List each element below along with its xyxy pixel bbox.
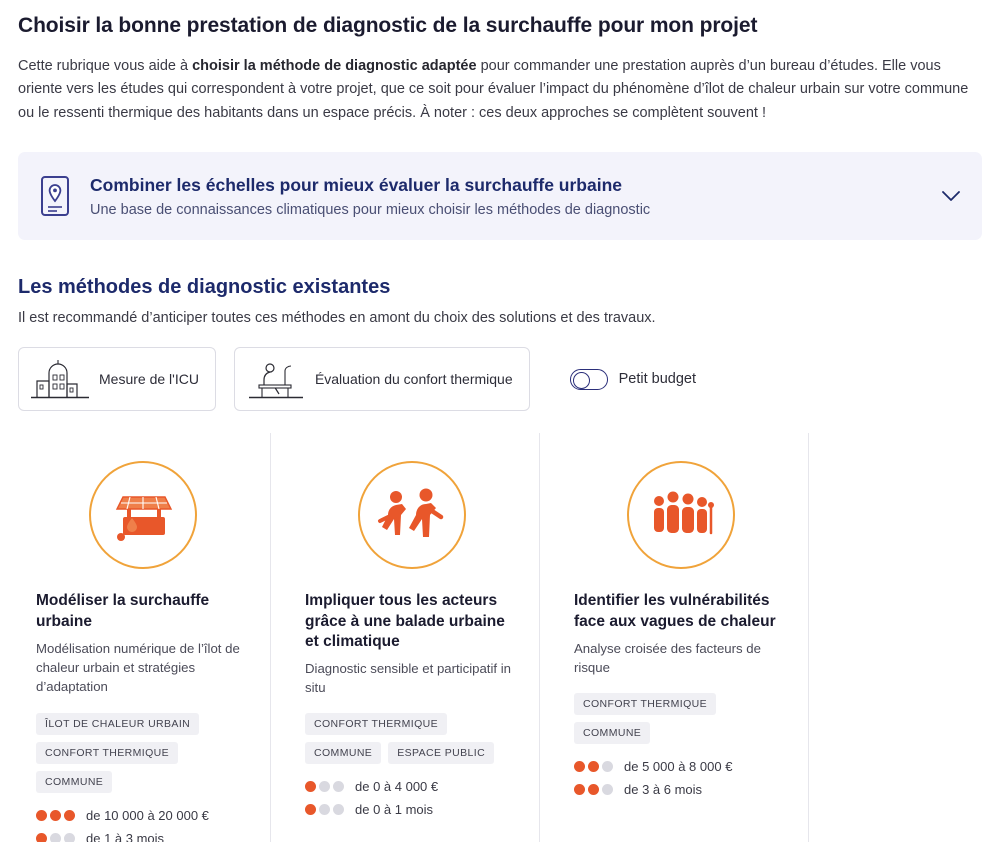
duration-text: de 1 à 3 mois [86,830,165,842]
cost-text: de 10 000 à 20 000 € [86,807,209,823]
callout-subtitle: Une base de connaissances climatiques pour mieux choisir les méthodes de diagnostic [90,201,651,218]
group-of-people-illustration [627,461,735,569]
method-card-list [18,433,982,842]
method-card-title: Impliquer tous les acteurs grâce à une balade urbaine et climatique [305,592,505,650]
callout-banner[interactable] [18,152,982,240]
duration-row [305,802,519,817]
duration-text: de 0 à 1 mois [355,802,434,818]
method-card-tags [305,713,519,764]
filter-chip-confort-thermique[interactable] [234,347,530,411]
section-subtitle: Il est recommandé d’anticiper toutes ces méthodes en amont du choix des solutions et des travaux. [18,310,656,327]
two-people-walking-illustration [358,461,466,569]
cost-row [36,808,250,823]
method-card-description: Modélisation numérique de l’îlot de chaleur urbain et stratégies d’adaptation [36,640,240,695]
cost-text: de 0 à 4 000 € [355,779,439,795]
callout-title: Combiner les échelles pour mieux évaluer la surchauffe urbaine [90,175,622,196]
tag[interactable]: COMMUNE [574,722,650,744]
duration-row [36,831,250,842]
page-root [0,14,1000,842]
method-card-tags [36,713,250,793]
cost-rating-dots [305,781,344,792]
person-on-bench-illustration [245,355,307,403]
tag[interactable]: COMMUNE [36,771,112,793]
duration-rating-dots [574,784,613,795]
method-card[interactable] [556,433,809,842]
filter-toggle-label: Petit budget [618,371,697,388]
duration-row [574,782,788,797]
map-pin-document-icon [36,173,74,219]
filter-chip-icu[interactable] [18,347,216,411]
intro-text-part2: pour commander une prestation auprès d’un bureau d’études. Elle vous oriente vers les études qui correspondent à votre projet, que ce soit pour évaluer l’impact du phénomène d’îlot de chaleur urbain sur votre commune ou le ressenti thermique des habitants dans un espace précis. À noter : ces deux approches se complètent souvent ! [18,58,969,121]
method-card-title: Identifier les vulnérabilités face aux vagues de chaleur [574,592,776,630]
solar-panel-water-illustration [89,461,197,569]
filter-toggle-petit-budget[interactable] [570,347,696,411]
intro-text-bold: choisir la méthode de diagnostic adaptée [192,58,477,74]
duration-text: de 3 à 6 mois [624,782,703,798]
method-card-meta [36,808,250,842]
method-card[interactable] [18,433,271,842]
section-title: Les méthodes de diagnostic existantes [18,276,391,299]
callout-text [90,175,940,218]
chevron-down-icon[interactable] [940,185,962,207]
tag[interactable]: CONFORT THERMIQUE [305,713,447,735]
filter-chip-confort-thermique-label: Évaluation du confort thermique [314,371,513,388]
page-title: Choisir la bonne prestation de diagnostic de la surchauffe pour mon projet [18,14,758,37]
tag[interactable]: CONFORT THERMIQUE [574,693,716,715]
method-card-description: Diagnostic sensible et participatif in situ [305,660,511,696]
cost-row [574,759,788,774]
intro-text-part1: Cette rubrique vous aide à [18,58,193,74]
method-card-title: Modéliser la surchauffe urbaine [36,592,210,630]
cost-text: de 5 000 à 8 000 € [624,759,733,775]
method-card-meta [574,759,788,797]
tag[interactable]: CONFORT THERMIQUE [36,742,178,764]
method-card-tags [574,693,788,744]
cost-rating-dots [36,810,75,821]
tag[interactable]: ESPACE PUBLIC [388,742,494,764]
filter-chip-icu-label: Mesure de l'ICU [99,371,199,388]
toggle-switch-icon[interactable] [570,369,608,390]
filter-bar [18,347,982,411]
duration-rating-dots [305,804,344,815]
duration-rating-dots [36,833,75,842]
method-card-meta [305,779,519,817]
cost-row [305,779,519,794]
tag[interactable]: COMMUNE [305,742,381,764]
tag[interactable]: ÎLOT DE CHALEUR URBAIN [36,713,199,735]
cost-rating-dots [574,761,613,772]
city-building-illustration [29,355,91,403]
intro-paragraph [18,55,980,125]
method-card[interactable] [287,433,540,842]
method-card-description: Analyse croisée des facteurs de risque [574,640,761,675]
